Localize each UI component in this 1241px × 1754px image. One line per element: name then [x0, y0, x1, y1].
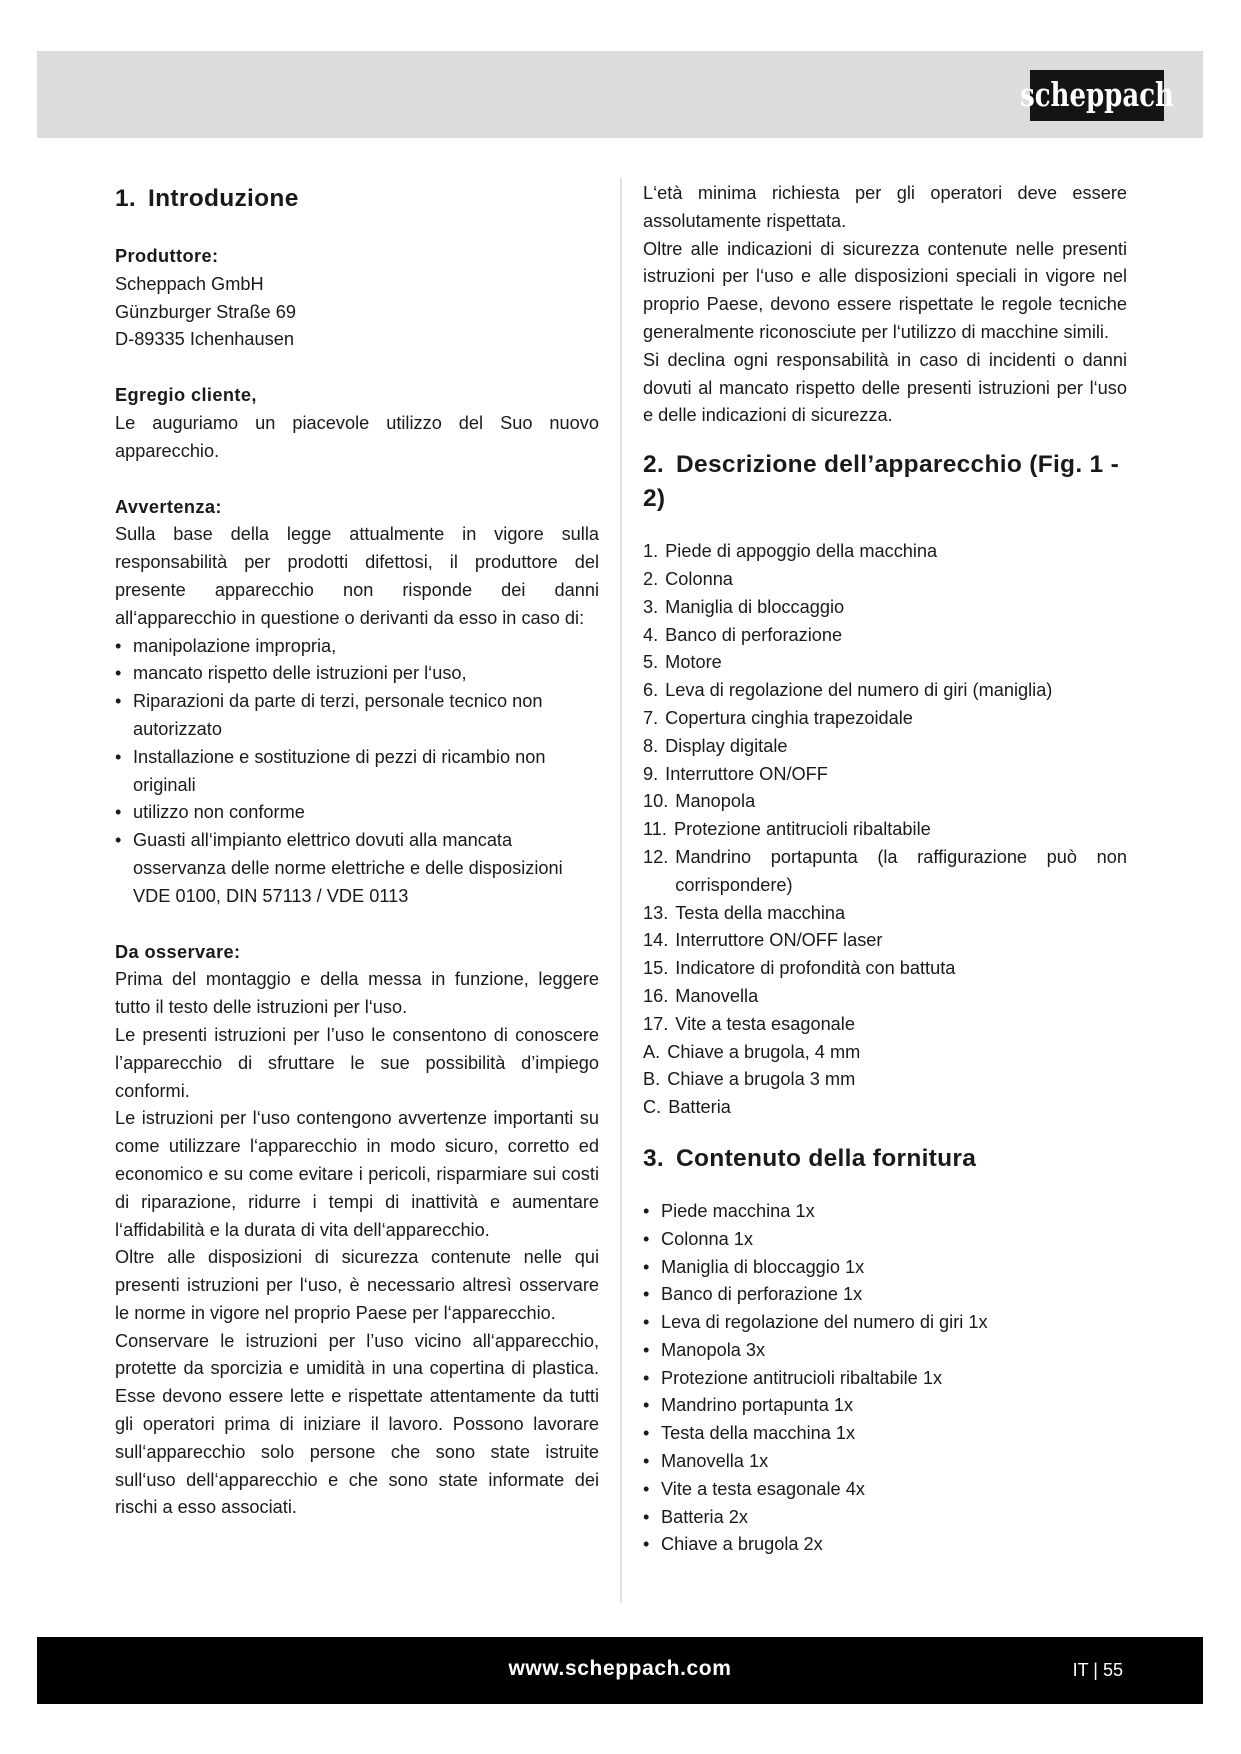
parts-list — [643, 538, 1127, 1038]
list-item: 6. Leva di regolazione del numero di giri (maniglia) — [643, 680, 1053, 701]
observe-paragraph: Prima del montaggio e della messa in funzione, leggere tutto il testo delle istruzioni per l‘uso. — [115, 969, 599, 1018]
list-item: 10. Manopola — [643, 791, 756, 812]
producer-heading: Produttore: — [115, 246, 219, 266]
list-item: 13. Testa della macchina — [643, 902, 846, 923]
customer-heading: Egregio cliente, — [115, 385, 257, 406]
list-item: 3. Maniglia di bloccaggio — [643, 596, 845, 617]
observe-paragraph: Oltre alle disposizioni di sicurezza contenute nelle qui presenti istruzioni per l‘uso, è necessario altresì osservare le norme in vigore nel proprio Paese per l‘apparecchio. — [115, 1247, 599, 1323]
list-item: • Manovella 1x — [643, 1448, 1127, 1476]
list-item: • Protezione antitrucioli ribaltabile 1x — [643, 1365, 1127, 1393]
list-item: B. Chiave a brugola 3 mm — [643, 1069, 856, 1090]
brand-logo: scheppach — [1030, 70, 1164, 121]
observe-paragraph: Le istruzioni per l‘uso contengono avvertenze importanti su come utilizzare l‘apparecchio in modo sicuro, corretto ed economico e su come evitare i pericoli, risparmiare sui costi di riparazione, ridurre i tempi di inattività e aumentare l‘affidabilità e la durata di vita dell‘apparecchio. — [115, 1108, 599, 1240]
list-item: • Vite a testa esagonale 4x — [643, 1476, 1127, 1504]
list-item: 17. Vite a testa esagonale — [643, 1013, 855, 1034]
page-footer — [37, 1637, 1203, 1704]
list-item: 7. Copertura cinghia trapezoidale — [643, 707, 913, 728]
list-item: 11. Protezione antitrucioli ribaltabile — [643, 819, 931, 840]
page-number: IT | 55 — [1072, 1660, 1123, 1680]
list-item: • mancato rispetto delle istruzioni per l‘uso, — [115, 660, 599, 688]
customer-text: Le auguriamo un piacevole utilizzo del Suo nuovo apparecchio. — [115, 412, 599, 461]
producer-line: Scheppach GmbH — [115, 273, 264, 294]
list-item: 9. Interruttore ON/OFF — [643, 763, 828, 784]
intro-paragraph: L‘età minima richiesta per gli operatori deve essere assolutamente rispettata. — [643, 183, 1127, 231]
list-item: 15. Indicatore di profondità con battuta — [643, 958, 956, 979]
list-item: • Testa della macchina 1x — [643, 1420, 1127, 1448]
list-item: 5. Motore — [643, 652, 722, 673]
list-item: • Guasti all‘impianto elettrico dovuti alla mancata osservanza delle norme elettriche e delle disposizioni VDE 0100, DIN 57113 / VDE 0113 — [115, 827, 599, 910]
list-item: • Riparazioni da parte di terzi, personale tecnico non autorizzato — [115, 688, 599, 744]
intro-paragraph: Si declina ogni responsabilità in caso di incidenti o danni dovuti al mancato rispetto delle presenti istruzioni per l‘uso e delle indicazioni di sicurezza. — [643, 349, 1127, 426]
producer-line: D-89335 Ichenhausen — [115, 329, 294, 350]
observe-heading: Da osservare: — [115, 941, 241, 962]
list-item: • Banco di perforazione 1x — [643, 1281, 1127, 1309]
list-item: • utilizzo non conforme — [115, 799, 599, 827]
website-link[interactable]: www.scheppach.com — [508, 1657, 732, 1680]
section-1-title: 1. Introduzione — [115, 185, 299, 212]
intro-paragraph: Oltre alle indicazioni di sicurezza contenute nelle presenti istruzioni per l‘uso e alle disposizioni speciali in vigore nel proprio Paese, devono essere rispettate le regole tecniche generalmente riconosciute per l‘utilizzo di macchine simili. — [643, 238, 1127, 342]
list-item: C. Batteria — [643, 1097, 731, 1118]
list-item: 4. Banco di perforazione — [643, 624, 843, 645]
observe-paragraph: Conservare le istruzioni per l’uso vicino all‘apparecchio, protette da sporcizia e umidità in una copertina di plastica. Esse devono essere lette e rispettate attentamente da tutti gli operatori prima di iniziare il lavoro. Possono lavorare sull‘apparecchio solo persone che sono state istruite sull‘uso dell‘apparecchio e che sono state informate dei rischi a esso associati. — [115, 1330, 599, 1518]
observe-paragraph: Le presenti istruzioni per l’uso le consentono di conoscere l’apparecchio di sfruttare le sue possibilità d’impiego conformi. — [115, 1024, 599, 1101]
left-column — [115, 180, 599, 1550]
list-item: • Leva di regolazione del numero di giri 1x — [643, 1309, 1127, 1337]
section-2-title: 2. Descrizione dell’apparecchio (Fig. 1 - 2) — [643, 451, 1120, 513]
warning-list — [115, 633, 599, 911]
list-item: • Maniglia di bloccaggio 1x — [643, 1254, 1127, 1282]
list-item: • manipolazione impropria, — [115, 633, 599, 661]
list-item: A. Chiave a brugola, 4 mm — [643, 1041, 861, 1062]
warning-block — [115, 494, 599, 911]
list-item: 12. Mandrino portapunta (la raffigurazione può non corrispondere) — [643, 846, 1127, 895]
list-item: 1. Piede di appoggio della macchina — [643, 541, 938, 562]
section-3-title: 3. Contenuto della fornitura — [643, 1144, 977, 1172]
list-item: • Installazione e sostituzione di pezzi di ricambio non originali — [115, 744, 599, 800]
producer-block — [115, 243, 599, 354]
list-item: 2. Colonna — [643, 568, 733, 589]
list-item: • Manopola 3x — [643, 1337, 1127, 1365]
list-item: 8. Display digitale — [643, 735, 788, 756]
list-item: 14. Interruttore ON/OFF laser — [643, 930, 883, 951]
delivery-list — [643, 1198, 1127, 1559]
list-item: • Piede macchina 1x — [643, 1198, 1127, 1226]
producer-line: Günzburger Straße 69 — [115, 301, 296, 322]
column-divider — [620, 178, 622, 1603]
warning-heading: Avvertenza: — [115, 496, 222, 517]
observe-block — [115, 939, 599, 1523]
accessories-list — [643, 1039, 1127, 1122]
list-item: • Colonna 1x — [643, 1226, 1127, 1254]
list-item: • Batteria 2x — [643, 1504, 1127, 1532]
right-column — [643, 180, 1127, 1559]
list-item: 16. Manovella — [643, 985, 759, 1006]
list-item: • Mandrino portapunta 1x — [643, 1392, 1127, 1420]
customer-block — [115, 382, 599, 465]
list-item: • Chiave a brugola 2x — [643, 1531, 1127, 1559]
warning-text: Sulla base della legge attualmente in vigore sulla responsabilità per prodotti difettosi, il produttore del presente apparecchio non risponde dei danni all‘apparecchio in questione o derivanti da esso in caso di: — [115, 524, 599, 628]
